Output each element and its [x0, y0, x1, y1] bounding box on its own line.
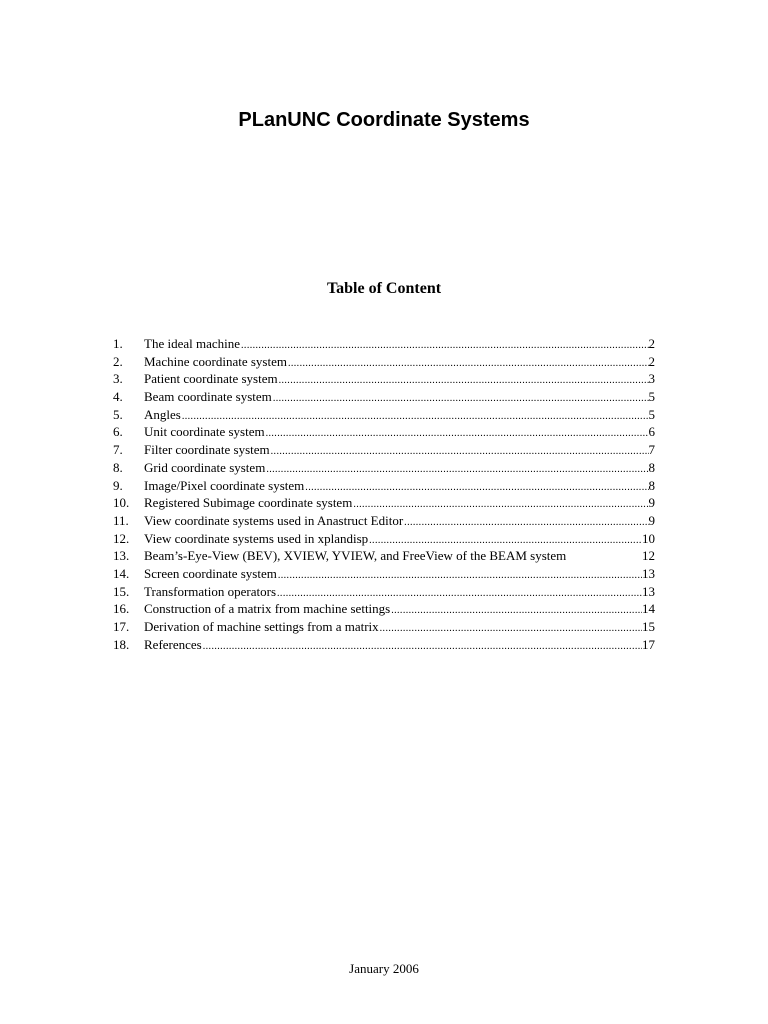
toc-entry[interactable]: [113, 441, 655, 459]
toc-entry-title: Grid coordinate system: [144, 459, 266, 475]
toc-entry[interactable]: [113, 423, 655, 441]
toc-entry-title: The ideal machine: [144, 336, 241, 351]
toc-entry-page: 6: [648, 424, 655, 440]
toc-entry-page: 2: [648, 353, 655, 369]
toc-entry-title: View coordinate systems used in Anastruct Editor: [144, 512, 404, 528]
toc-entry-title: Construction of a matrix from machine settings: [144, 601, 391, 617]
toc-entry[interactable]: [113, 512, 655, 530]
toc-entry-number: 7.: [113, 442, 123, 458]
toc-entry-number: 9.: [113, 477, 123, 493]
toc-dot-leader: [277, 567, 642, 585]
table-of-contents: [113, 335, 655, 653]
toc-entry-number: 3.: [113, 371, 123, 387]
toc-dot-leader: [265, 461, 648, 479]
toc-entry-number: 1.: [113, 336, 123, 351]
toc-dot-leader: [272, 390, 649, 408]
toc-entry-number: 13.: [113, 548, 130, 564]
toc-entry[interactable]: [113, 459, 655, 477]
toc-entry-title: Registered Subimage coordinate system: [144, 495, 353, 511]
toc-entry-number: 18.: [113, 636, 130, 652]
toc-entry[interactable]: [113, 530, 655, 548]
toc-dot-leader: [278, 372, 649, 390]
toc-entry[interactable]: [113, 636, 655, 654]
toc-dot-leader: [287, 355, 649, 373]
toc-entry[interactable]: [113, 565, 655, 583]
toc-dot-leader: [270, 443, 649, 461]
toc-dot-leader: [240, 337, 648, 355]
toc-entry-page: 8: [648, 459, 655, 475]
toc-entry-title: Angles: [144, 406, 181, 422]
toc-entry-title: Image/Pixel coordinate system: [144, 477, 305, 493]
toc-entry-page: 8: [648, 477, 655, 493]
toc-entry-number: 17.: [113, 619, 130, 634]
toc-entry-title: References: [144, 636, 202, 652]
toc-entry-title: Beam coordinate system: [144, 389, 272, 405]
toc-entry-title: Transformation operators: [144, 583, 277, 599]
toc-entry[interactable]: [113, 353, 655, 371]
toc-entry[interactable]: [113, 618, 655, 636]
toc-entry-number: 16.: [113, 601, 130, 617]
toc-entry-page: 2: [648, 336, 655, 351]
toc-entry-number: 10.: [113, 495, 130, 511]
toc-entry-title: Machine coordinate system: [144, 353, 287, 369]
toc-entry-page: 14: [642, 601, 655, 617]
toc-entry-page: 17: [642, 636, 655, 652]
toc-entry[interactable]: [113, 335, 655, 353]
toc-entry[interactable]: [113, 370, 655, 388]
toc-entry-page: 13: [642, 565, 655, 581]
footer-date: January 2006: [349, 961, 419, 976]
toc-entry-title: Patient coordinate system: [144, 371, 278, 387]
toc-entry-number: 12.: [113, 530, 130, 546]
toc-entry[interactable]: [113, 600, 655, 618]
toc-dot-leader: [304, 479, 648, 497]
toc-entry-number: 14.: [113, 565, 130, 581]
toc-entry[interactable]: [113, 547, 655, 565]
toc-entry-title: View coordinate systems used in xplandisp: [144, 530, 369, 546]
toc-entry-number: 11.: [113, 512, 129, 528]
toc-entry[interactable]: [113, 583, 655, 601]
toc-entry-number: 15.: [113, 583, 130, 599]
toc-entry-page: 3: [648, 371, 655, 387]
toc-entry-page: 9: [648, 495, 655, 511]
toc-dot-leader: [265, 425, 649, 443]
toc-dot-leader: [202, 638, 642, 656]
toc-dot-leader: [390, 602, 642, 620]
toc-entry[interactable]: [113, 406, 655, 424]
toc-entry-page: 9: [648, 512, 655, 528]
toc-entry-page: 5: [648, 389, 655, 405]
toc-dot-leader: [403, 514, 648, 532]
toc-entry-title: Screen coordinate system: [144, 565, 277, 581]
toc-entry[interactable]: [113, 388, 655, 406]
toc-entry-page: 13: [642, 583, 655, 599]
toc-entry-title: Filter coordinate system: [144, 442, 270, 458]
toc-entry-page: 15: [642, 619, 655, 634]
toc-entry-page: 7: [648, 442, 655, 458]
toc-entry-number: 4.: [113, 389, 123, 405]
toc-entry-number: 2.: [113, 353, 123, 369]
toc-heading: Table of Content: [326, 280, 442, 297]
toc-entry-page: 10: [642, 530, 655, 546]
toc-entry-title: Beam’s-Eye-View (BEV), XVIEW, YVIEW, and FreeView of the BEAM system: [144, 548, 567, 564]
toc-dot-leader: [379, 620, 642, 638]
toc-entry[interactable]: [113, 494, 655, 512]
toc-entry-page: 12: [642, 548, 655, 564]
toc-entry-number: 8.: [113, 459, 123, 475]
toc-entry-title: Unit coordinate system: [144, 424, 265, 440]
toc-entry-title: Derivation of machine settings from a matrix: [144, 619, 379, 634]
toc-entry-number: 6.: [113, 424, 123, 440]
toc-entry-page: 5: [648, 406, 655, 422]
document-title: PLanUNC Coordinate Systems: [238, 109, 530, 131]
toc-entry[interactable]: [113, 477, 655, 495]
toc-entry-number: 5.: [113, 406, 123, 422]
